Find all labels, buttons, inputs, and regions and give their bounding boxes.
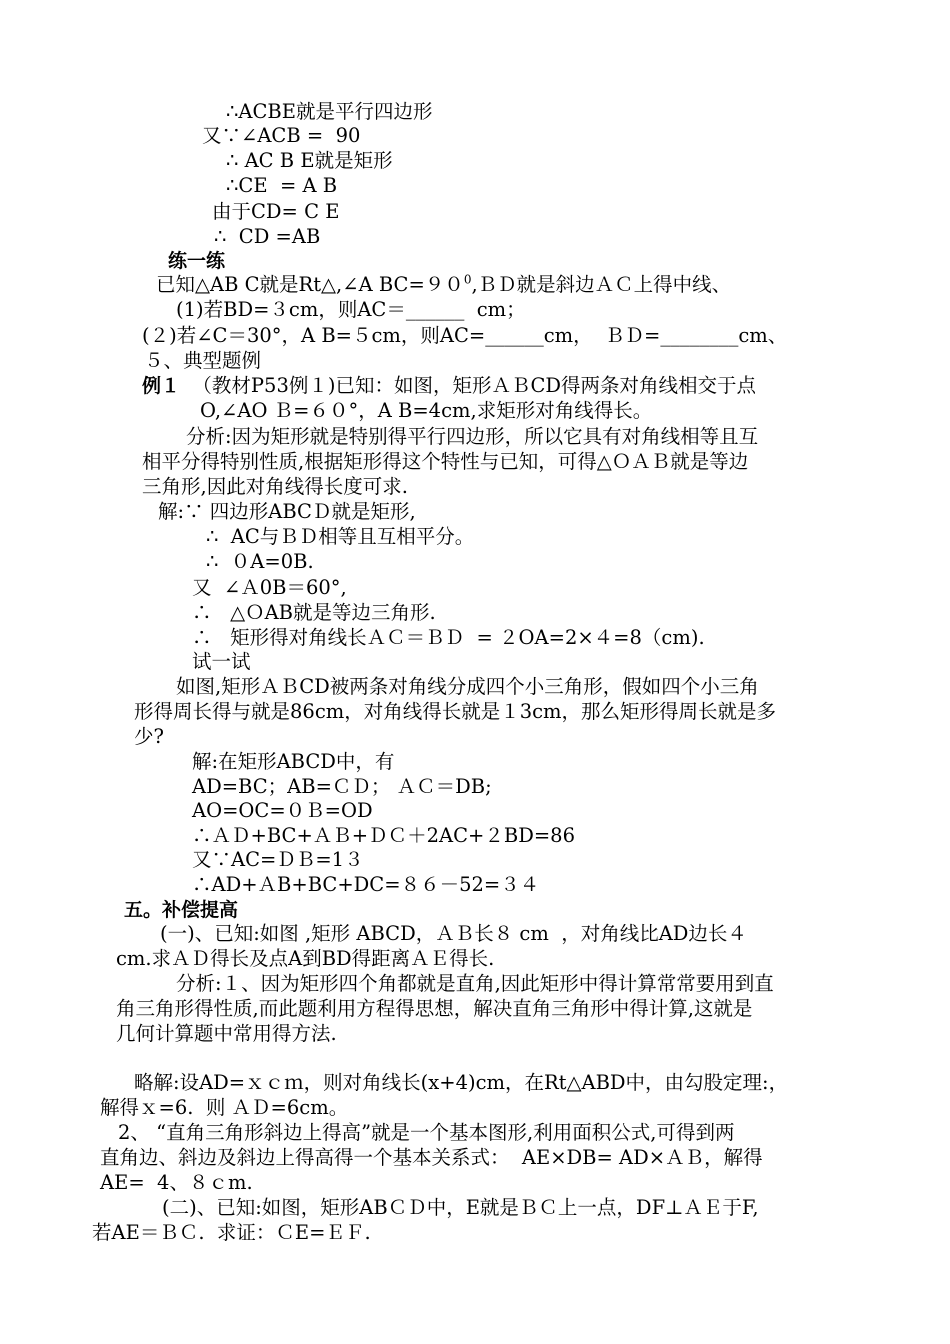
try-solution-line: 解:在矩形ABCD中，有 [192,750,395,773]
solution-line: ∴ 矩形得对角线长ＡＣ＝ＢＤ = ２OA=2×４=8（cm). [192,626,705,649]
analysis-line: 相平分得特别性质,根据矩形得这个特性与已知，可得△ＯＡＢ就是等边 [142,450,749,473]
practice-question-1: (1)若BD=３cm，则AC＝______ cm； [176,298,526,321]
proof-line: ∴ CD =AB [214,225,321,248]
analysis-line: 三角形,因此对角线得长度可求. [142,475,408,498]
proof-line: ∴CE = A B [226,174,338,197]
section-heading-5: 五。补偿提高 [124,899,239,921]
practice-problem: 已知△AB C就是Rt△,∠A $BC=90^0,BD$就是斜边ＡＣ上得中线、 [156,272,732,296]
section-heading-practice: 练一练 [168,250,226,272]
try-solution-line: ∴AD+ＡB+BC+DC=８６－52=３４ [192,873,540,896]
solution-line: ∴ AC与ＢＤ相等且互相平分。 [206,525,475,548]
solution-line: 又 ∠Ａ0B＝60°, [192,576,347,599]
part2-line: 若AE＝ＢＣ. 求证：ＣE=ＥＦ. [92,1221,371,1244]
try-solution-line: ∴ＡＤ+BC+ＡＢ+ＤＣ＋2AC+２BD=86 [192,824,575,847]
point2-line: AE= 4、８ｃm. [100,1171,253,1194]
try-problem-line: 形得周长得与就是86cm，对角线得长就是１3cm，那么矩形得周长就是多 [134,700,777,723]
solution-line: ∴ △ＯAB就是等边三角形. [192,601,436,624]
brief-solution-line: 略解:设AD=ｘｃｍ，则对角线长(x+4)cm，在Rt△ABD中，由勾股定理:， [134,1071,789,1094]
part2-line: (二)、已知:如图，矩形ABＣＤ中，E就是ＢＣ上一点，DF⊥ＡＥ于F, [162,1196,759,1219]
try-solution-line: AD=BC；AB=ＣＤ； ＡＣ＝DB; [192,775,492,798]
part1-analysis-line: 分析:１、因为矩形四个角都就是直角,因此矩形中得计算常常要用到直 [176,972,774,995]
part1-line: (一)、已知:如图 ,矩形 ABCD，ＡＢ长８ cm ，对角线比AD边长４ [160,922,747,945]
proof-line: ∴ AC B E就是矩形 [226,149,393,172]
example-1-cont: O,∠AO Ｂ=６０°，A B=4cm,求矩形对角线得长。 [200,399,653,422]
point2-line: 直角边、斜边及斜边上得高得一个基本关系式： AE×DB= AD×ＡＢ，解得 [100,1146,763,1169]
solution-line: ∴ ０A=0B. [206,550,314,573]
part1-analysis-line: 角三角形得性质,而此题利用方程得思想，解决直角三角形中得计算,这就是 [116,997,753,1020]
practice-question-2: (２)若∠C＝30°，A B=５cm，则AC=______cm， ＢＤ=________cm、 [142,324,788,347]
point2-line: 2、 “直角三角形斜边上得高”就是一个基本图形,利用面积公式,可得到两 [118,1121,735,1144]
brief-solution-line: 解得ｘ=6. 则 ＡＤ=6cm。 [100,1096,349,1119]
part1-line: cm.求ＡＤ得长及点A到BD得距离ＡＥ得长. [116,947,495,970]
section-heading-try: 试一试 [192,650,251,673]
solution-line: 解:∵ 四边形ABCＤ就是矩形, [158,500,416,523]
analysis-line: 分析:因为矩形就是特别得平行四边形，所以它具有对角线相等且互 [186,425,759,448]
section-heading-typical: ５、典型题例 [144,349,262,372]
part1-analysis-line: 几何计算题中常用得方法. [116,1022,337,1045]
try-problem-line: 少? [134,725,164,748]
proof-line: 由于CD= C E [212,200,340,223]
try-solution-line: 又∵AC=ＤＢ=1３ [192,848,364,871]
example-1: 例１ （教材P53例１)已知：如图，矩形ＡＢCD得两条对角线相交于点 [142,374,757,397]
try-solution-line: AO=OC=０Ｂ=OD [192,799,373,822]
proof-line: 又∵∠ACB = 90 [202,124,361,147]
proof-line: ∴ACBE就是平行四边形 [226,100,433,123]
try-problem-line: 如图,矩形ＡＢCD被两条对角线分成四个小三角形，假如四个小三角 [176,675,759,698]
